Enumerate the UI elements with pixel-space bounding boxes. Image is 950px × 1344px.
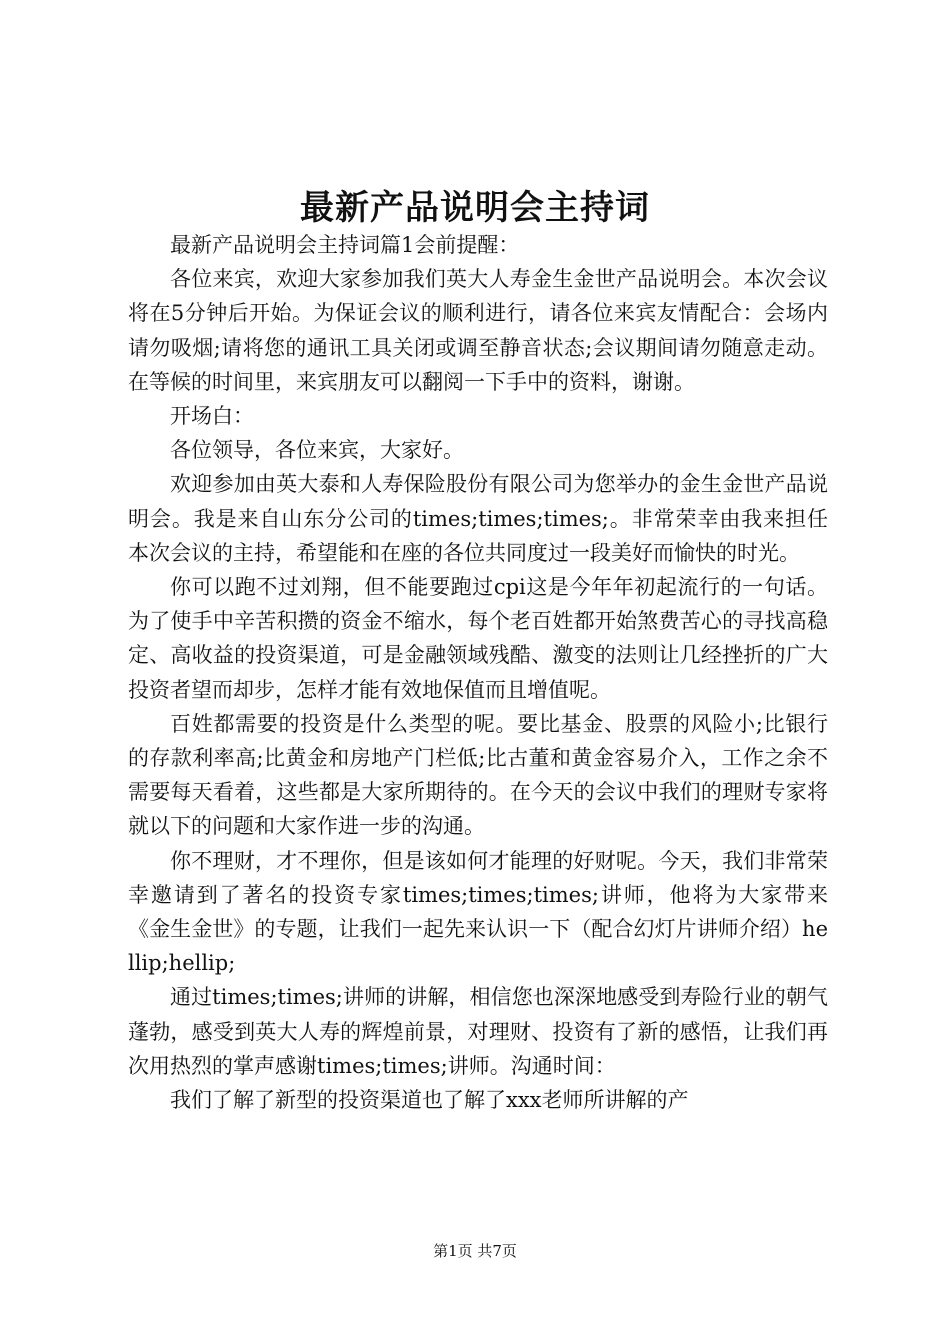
document-title: 最新产品说明会主持词 xyxy=(300,188,650,228)
paragraph-2: 各位来宾，欢迎大家参加我们英大人寿金生金世产品说明会。本次会议将在5分钟后开始。为保证会议的顺利进行，请各位来宾友情配合：会场内请勿吸烟;请将您的通讯工具关闭或调至静音状态;会议期间请勿随意走动。在等候的时间里，来宾朋友可以翻阅一下手中的资料，谢谢。 xyxy=(128,267,828,394)
paragraph-9: 通过times;times;讲师的讲解，相信您也深深地感受到寿险行业的朝气蓬勃，感受到英大人寿的辉煌前景，对理财、投资有了新的感悟，让我们再次用热烈的掌声感谢times;times;讲师。沟通时间： xyxy=(128,985,828,1078)
paragraph-3: 开场白： xyxy=(170,404,254,429)
paragraph-7: 百姓都需要的投资是什么类型的呢。要比基金、股票的风险小;比银行的存款利率高;比黄金和房地产门栏低;比古董和黄金容易介入，工作之余不需要每天看着，这些都是大家所期待的。在今天的会议中我们的理财专家将就以下的问题和大家作进一步的沟通。 xyxy=(128,711,828,839)
paragraph-6: 你可以跑不过刘翔，但不能要跑过cpi这是今年年初起流行的一句话。为了使手中辛苦积攒的资金不缩水，每个老百姓都开始煞费苦心的寻找高稳定、高收益的投资渠道，可是金融领域残酷、激变的法则让几经挫折的广大投资者望而却步，怎样才能有效地保值而且增值呢。 xyxy=(128,575,828,702)
document-body xyxy=(128,228,828,1117)
paragraph-1: 最新产品说明会主持词篇1会前提醒： xyxy=(170,233,520,257)
page-number-footer: 第1页 共7页 xyxy=(433,1242,517,1260)
paragraph-5: 欢迎参加由英大泰和人寿保险股份有限公司为您举办的金生金世产品说明会。我是来自山东分公司的times;times;times;。非常荣幸由我来担任本次会议的主持，希望能和在座的各位共同度过一段美好而愉快的时光。 xyxy=(128,472,828,565)
paragraph-10: 我们了解了新型的投资渠道也了解了xxx老师所讲解的产 xyxy=(170,1088,689,1113)
paragraph-8: 你不理财，才不理你，但是该如何才能理的好财呢。今天，我们非常荣幸邀请到了著名的投资专家times;times;times;讲师，他将为大家带来《金生金世》的专题，让我们一起先来认识一下（配合幻灯片讲师介绍）hellip;hellip; xyxy=(128,848,828,976)
paragraph-4: 各位领导，各位来宾，大家好。 xyxy=(170,438,464,463)
